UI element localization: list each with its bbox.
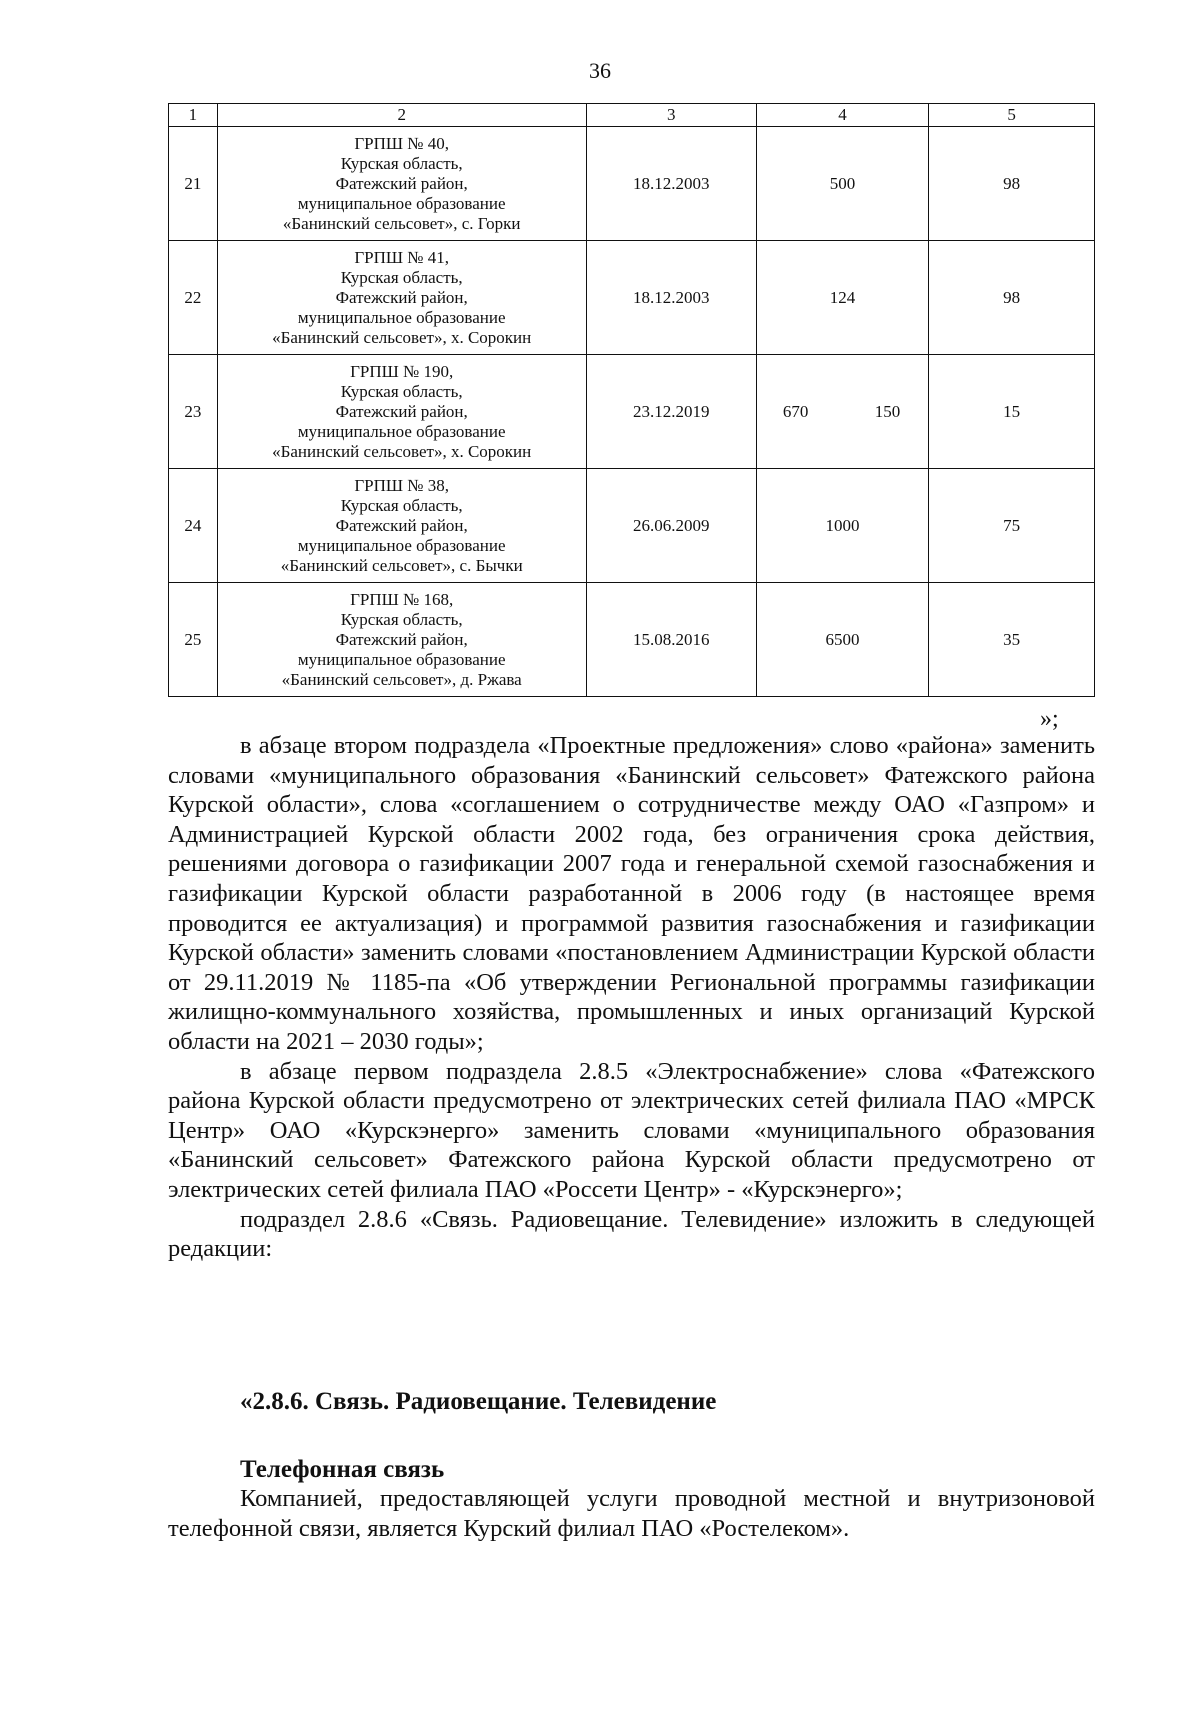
- row-date: 18.12.2003: [586, 241, 756, 355]
- telephone-block: [168, 1484, 1095, 1543]
- table-row: [169, 355, 1095, 469]
- location-line: Фатежский район,: [335, 287, 468, 307]
- header-col-5: 5: [929, 104, 1095, 127]
- location-line: Фатежский район,: [335, 401, 468, 421]
- row-date: 23.12.2019: [586, 355, 756, 469]
- paragraph-communications-intro: подраздел 2.8.6 «Связь. Радиовещание. Телевидение» изложить в следующей редакции:: [168, 1205, 1095, 1263]
- page-number: 36: [589, 58, 611, 83]
- row-number: 25: [169, 583, 218, 697]
- location-line: «Банинский сельсовет», с. Горки: [282, 213, 521, 233]
- location-line: ГРПШ № 168,: [350, 589, 454, 609]
- row-length: 6500: [756, 583, 928, 697]
- table-row: [169, 127, 1095, 241]
- location-line: Фатежский район,: [335, 515, 468, 535]
- location-line: ГРПШ № 40,: [354, 133, 450, 153]
- row-number: 21: [169, 127, 218, 241]
- table-header-row: [169, 104, 1095, 127]
- location-line: Курская область,: [340, 267, 463, 287]
- location-line: муниципальное образование: [297, 649, 506, 669]
- location-line: Курская область,: [340, 609, 463, 629]
- row-length: [756, 355, 928, 469]
- location-line: Фатежский район,: [335, 173, 468, 193]
- header-col-2: 2: [217, 104, 586, 127]
- row-location: [217, 241, 586, 355]
- section-heading: «2.8.6. Связь. Радиовещание. Телевидение: [240, 1388, 717, 1415]
- header-col-1: 1: [169, 104, 218, 127]
- row-value: 35: [929, 583, 1095, 697]
- sub-heading: Телефонная связь: [240, 1456, 445, 1483]
- row-number: 22: [169, 241, 218, 355]
- paragraph-telephone: Компанией, предоставляющей услуги проводной местной и внутризоновой телефонной связи, является Курский филиал ПАО «Ростелеком».: [168, 1485, 1095, 1542]
- table-row: [169, 469, 1095, 583]
- table-row: [169, 583, 1095, 697]
- location-line: муниципальное образование: [297, 535, 506, 555]
- location-line: ГРПШ № 41,: [354, 247, 450, 267]
- location-line: муниципальное образование: [297, 421, 506, 441]
- row-value: 98: [929, 241, 1095, 355]
- row-date: 15.08.2016: [586, 583, 756, 697]
- row-location: [217, 469, 586, 583]
- gas-station-table: [168, 103, 1095, 697]
- amendment-block: [168, 731, 1095, 1264]
- row-location: [217, 355, 586, 469]
- location-line: «Банинский сельсовет», с. Бычки: [280, 555, 523, 575]
- row-number: 23: [169, 355, 218, 469]
- row-value: 75: [929, 469, 1095, 583]
- location-line: Курская область,: [340, 153, 463, 173]
- location-line: «Банинский сельсовет», х. Сорокин: [272, 441, 532, 461]
- paragraph-electricity: в абзаце первом подраздела 2.8.5 «Электроснабжение» слова «Фатежского района Курской области предусмотрено от электрических сетей филиала ПАО «МРСК Центр» ОАО «Курскэнерго» заменить словами «муниципального образования «Банинский сельсовет» Фатежского района Курской области предусмотрено от электрических сетей филиала ПАО «Россети Центр» - «Курскэнерго»;: [168, 1057, 1095, 1203]
- row-value: 15: [929, 355, 1095, 469]
- row-location: [217, 583, 586, 697]
- location-line: муниципальное образование: [297, 307, 506, 327]
- location-line: Фатежский район,: [335, 629, 468, 649]
- location-line: Курская область,: [340, 495, 463, 515]
- header-col-4: 4: [756, 104, 928, 127]
- location-line: «Банинский сельсовет», д. Ржава: [281, 669, 522, 689]
- row-value: 98: [929, 127, 1095, 241]
- header-col-3: 3: [586, 104, 756, 127]
- table-row: [169, 241, 1095, 355]
- row-length: 500: [756, 127, 928, 241]
- location-line: «Банинский сельсовет», х. Сорокин: [272, 327, 532, 347]
- length-split: [763, 402, 922, 422]
- row-date: 26.06.2009: [586, 469, 756, 583]
- paragraph-gas-supply: в абзаце втором подраздела «Проектные предложения» слово «района» заменить словами «муниципального образования «Банинский сельсовет» Фатежского района Курской области», слова «соглашением о сотрудничестве между ОАО «Газпром» и Администрацией Курской области 2002 года, без ограничения срока действия, решениями договора о газификации 2007 года и генеральной схемой газоснабжения и газификации Курской области разработанной в 2006 году (в настоящее время проводится ее актуализация) и программой развития газоснабжения и газификации Курской области» заменить словами «постановлением Администрации Курской области от 29.11.2019 № 1185-па «Об утверждении Региональной программы газификации жилищно-коммунального хозяйства, промышленных и иных организаций Курской области на 2021 – 2030 годы»;: [168, 732, 1095, 1055]
- location-line: ГРПШ № 38,: [354, 475, 450, 495]
- row-length: 1000: [756, 469, 928, 583]
- length-value-a: 670: [782, 401, 809, 421]
- table-closing-quote: »;: [1040, 706, 1059, 732]
- row-length: 124: [756, 241, 928, 355]
- row-location: [217, 127, 586, 241]
- location-line: Курская область,: [340, 381, 463, 401]
- length-value-b: 150: [874, 401, 901, 421]
- location-line: ГРПШ № 190,: [350, 361, 454, 381]
- row-date: 18.12.2003: [586, 127, 756, 241]
- row-number: 24: [169, 469, 218, 583]
- location-line: муниципальное образование: [297, 193, 506, 213]
